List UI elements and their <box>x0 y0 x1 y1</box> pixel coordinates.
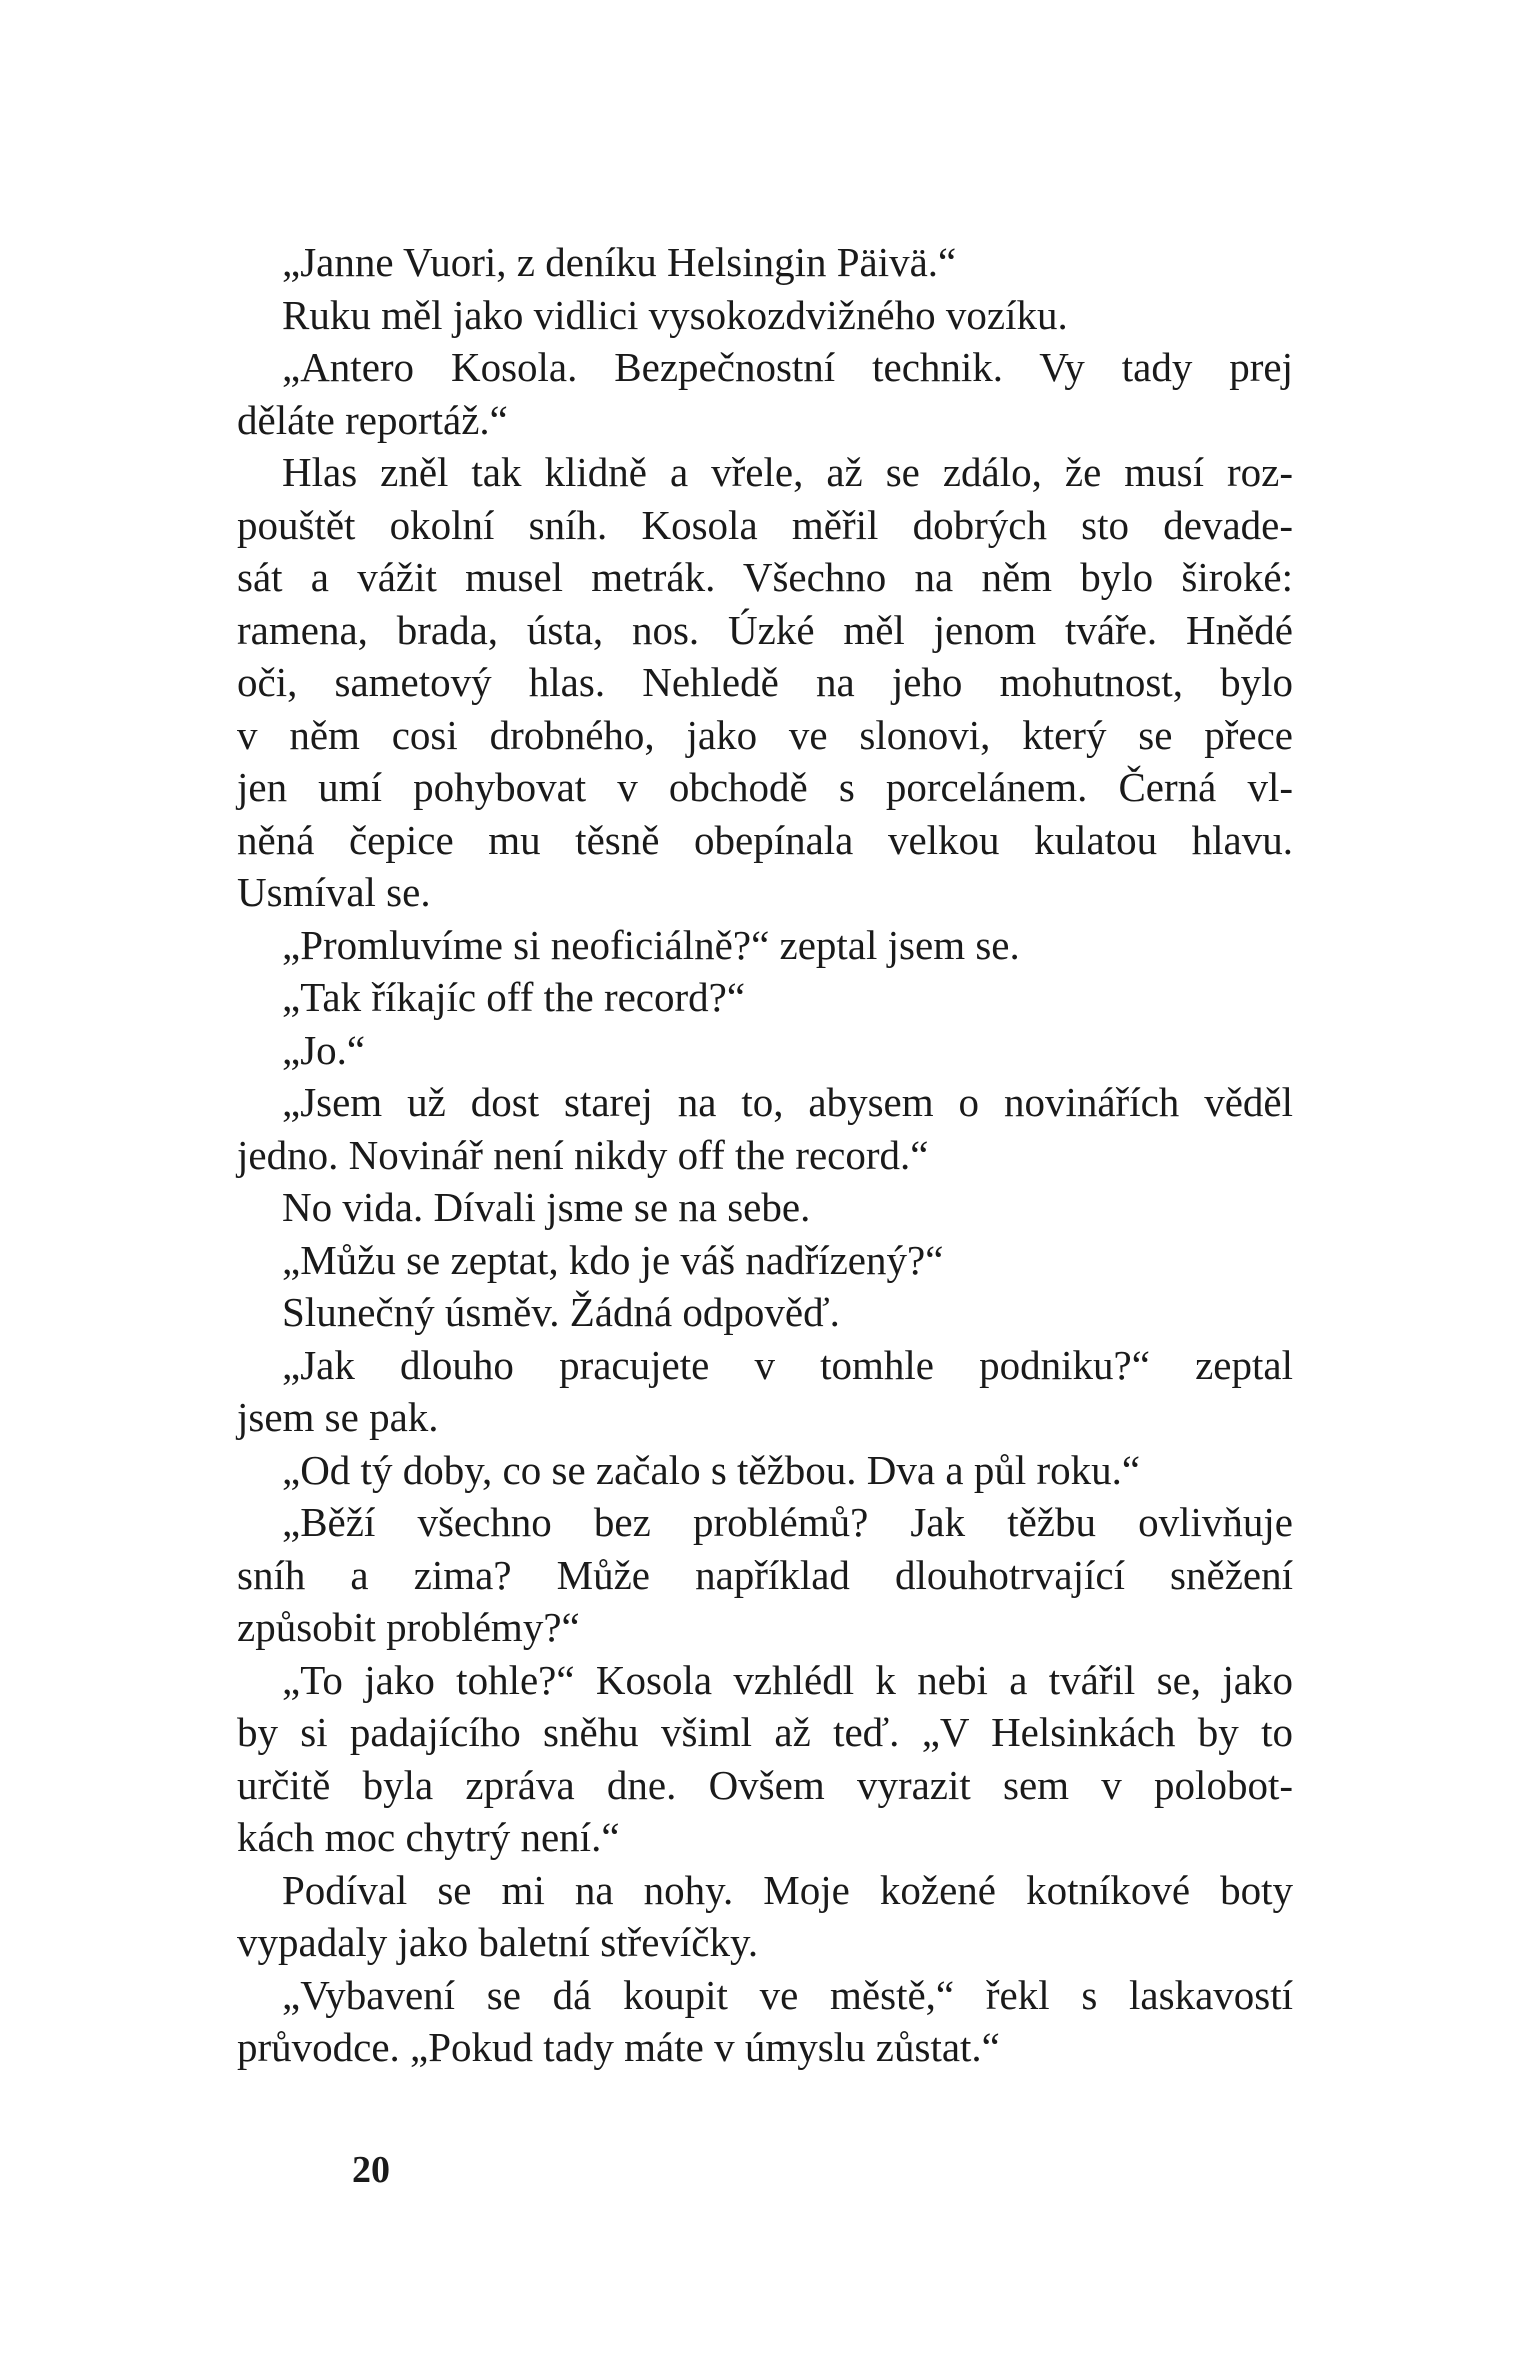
text-line: sníh a zima? Může například dlouhotrvající sněžení <box>237 1551 1293 1598</box>
text-line: Ruku měl jako vidlici vysokozdvižného vozíku. <box>282 291 1068 338</box>
text-line: „Můžu se zeptat, kdo je váš nadřízený?“ <box>282 1236 944 1283</box>
text-line: pouštět okolní sníh. Kosola měřil dobrých sto devade- <box>237 501 1293 548</box>
text-line: „Jo.“ <box>282 1026 366 1073</box>
text-line: „Jak dlouho pracujete v tomhle podniku?“ zeptal <box>282 1341 1293 1388</box>
paragraph <box>237 971 1293 1024</box>
text-line: vypadaly jako baletní střevíčky. <box>237 1919 759 1965</box>
text-line: oči, sametový hlas. Nehledě na jeho mohutnost, bylo <box>237 659 1293 705</box>
text-line: ramena, brada, ústa, nos. Úzké měl jenom tváře. Hnědé <box>237 606 1293 653</box>
text-line: „Běží všechno bez problémů? Jak těžbu ovlivňuje <box>282 1499 1293 1545</box>
paragraph <box>237 1286 1293 1339</box>
text-line: v něm cosi drobného, jako ve slonovi, který se přece <box>237 711 1293 758</box>
text-line: Hlas zněl tak klidně a vřele, až se zdálo, že musí roz- <box>282 449 1293 495</box>
text-line: něná čepice mu těsně obepínala velkou kulatou hlavu. <box>237 816 1293 863</box>
paragraph <box>237 1969 1293 2074</box>
text-line: „Antero Kosola. Bezpečnostní technik. Vy tady prej <box>282 344 1293 390</box>
paragraph <box>237 1444 1293 1497</box>
paragraph <box>237 1654 1293 1864</box>
paragraph <box>237 1864 1293 1969</box>
paragraph <box>237 919 1293 972</box>
text-line: „To jako tohle?“ Kosola vzhlédl k nebi a tvářil se, jako <box>282 1656 1293 1703</box>
paragraph <box>237 236 1293 289</box>
text-line: způsobit problémy?“ <box>237 1604 580 1650</box>
text-line: by si padajícího sněhu všiml až teď. „V Helsinkách by to <box>237 1709 1293 1755</box>
text-line: děláte reportáž.“ <box>237 396 508 443</box>
page-number: 20 <box>352 2149 390 2191</box>
paragraph <box>237 1496 1293 1654</box>
paragraph <box>237 1076 1293 1181</box>
text-line: „Tak říkajíc off the record?“ <box>282 974 746 1020</box>
text-line: „Od tý doby, co se začalo s těžbou. Dva a půl roku.“ <box>282 1446 1141 1493</box>
text-line: Slunečný úsměv. Žádná odpověď. <box>282 1289 840 1335</box>
text-line: sát a vážit musel metrák. Všechno na něm bylo široké: <box>237 554 1293 600</box>
paragraph <box>237 1024 1293 1077</box>
text-line: „Janne Vuori, z deníku Helsingin Päivä.“ <box>282 239 957 285</box>
paragraph <box>237 341 1293 446</box>
text-line: jen umí pohybovat v obchodě s porcelánem. Černá vl- <box>237 764 1293 810</box>
paragraph <box>237 1181 1293 1234</box>
body-text <box>237 236 1293 2074</box>
text-line: „Promluvíme si neoficiálně?“ zeptal jsem se. <box>282 921 1020 968</box>
text-line: průvodce. „Pokud tady máte v úmyslu zůstat.“ <box>237 2024 1000 2070</box>
text-line: Podíval se mi na nohy. Moje kožené kotníkové boty <box>282 1866 1293 1913</box>
paragraph <box>237 446 1293 919</box>
text-line: „Vybavení se dá koupit ve městě,“ řekl s laskavostí <box>282 1971 1293 2018</box>
text-line: No vida. Dívali jsme se na sebe. <box>282 1184 811 1230</box>
text-line: určitě byla zpráva dne. Ovšem vyrazit sem v polobot- <box>237 1761 1293 1808</box>
paragraph <box>237 1339 1293 1444</box>
text-line: „Jsem už dost starej na to, abysem o novinářích věděl <box>282 1079 1293 1125</box>
paragraph <box>237 289 1293 342</box>
text-line: jedno. Novinář není nikdy off the record.“ <box>237 1131 929 1178</box>
text-line: kách moc chytrý není.“ <box>237 1814 620 1860</box>
text-line: Usmíval se. <box>237 869 431 915</box>
paragraph <box>237 1234 1293 1287</box>
text-line: jsem se pak. <box>237 1394 439 1440</box>
